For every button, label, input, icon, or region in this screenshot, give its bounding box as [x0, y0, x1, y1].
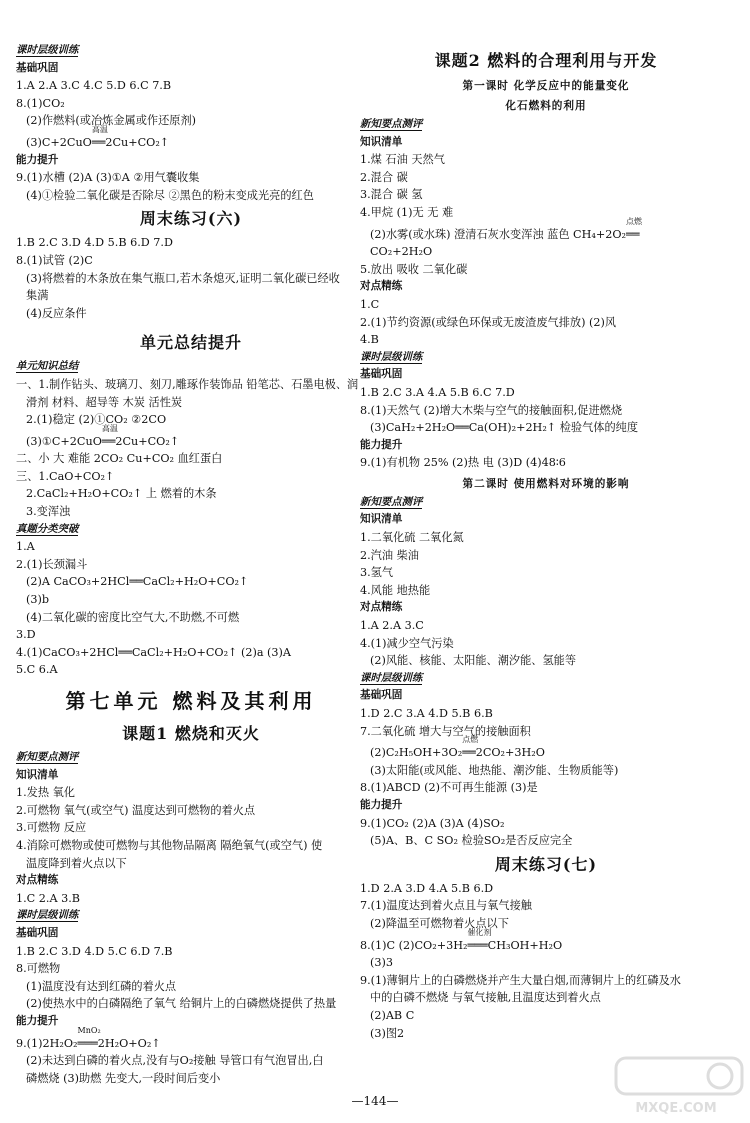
answer-line: 5.C 6.A [16, 663, 58, 677]
answer-line: (2)作燃料(或冶炼金属或作还原剂) [26, 114, 197, 128]
subsection-heading: 基础巩固 [16, 926, 59, 939]
answer-line: 4.(1)CaCO₃+2HCl══CaCl₂+H₂O+CO₂↑ (2)a (3)A [16, 645, 291, 659]
answer-line: 8.(1)天然气 (2)增大木柴与空气的接触面积,促进燃烧 [360, 403, 623, 417]
answer-line: 9.(1)有机物 25% (2)热 电 (3)D (4)48∶6 [360, 456, 566, 470]
answer-line: 4.风能 地热能 [360, 583, 431, 597]
answer-line: 8.(1)CO₂ [16, 96, 65, 110]
subsection-heading: 基础巩固 [360, 368, 403, 381]
answer-line: 4.甲烷 (1)无 无 难 [360, 205, 454, 219]
answer-line: 1.B 2.C 3.A 4.A 5.B 6.C 7.D [360, 385, 515, 399]
section-tag: 课时层级训练 [16, 909, 79, 922]
reaction-arrow: 高温 ══ [91, 124, 108, 149]
answer-line: 1.C [360, 297, 380, 311]
answer-line: 1.A [16, 540, 35, 554]
equation-line: 9.(1)2H₂O₂ MnO₂ ═══2H₂O+O₂↑ [16, 1035, 366, 1053]
answer-line: (5)A、B、C SO₂ 检验SO₂是否反应完全 [370, 834, 573, 848]
answer-line: 4.消除可燃物或使可燃物与其他物品隔离 隔绝氧气(或空气) 使 [16, 838, 323, 852]
section-title: 单元总结提升 [139, 333, 242, 353]
answer-line: 1.发热 氧化 [16, 786, 75, 800]
lesson-subtitle: 第二课时 使用燃料对环境的影响 [462, 477, 630, 490]
answer-line: 9.(1)水槽 (2)A (3)①A ②用气囊收集 [16, 171, 200, 185]
section-tag: 新知要点测评 [360, 118, 423, 130]
answer-line: 2.汽油 柴油 [360, 548, 419, 562]
answer-line: 8.(1)试管 (2)C [16, 253, 93, 267]
equation-line: 8.(1)C (2)CO₂+3H₂ 催化剂 ═══CH₃OH+H₂O [360, 937, 732, 955]
page-number: —144— [351, 1094, 399, 1108]
left-column [16, 42, 366, 1087]
answer-line: 3.可燃物 反应 [16, 821, 87, 835]
answer-line: (4)二氧化碳的密度比空气大,不助燃,不可燃 [26, 610, 240, 624]
answer-line: 二、小 大 难能 2CO₂ Cu+CO₂ 血红蛋白 [16, 452, 223, 466]
subsection-heading: 知识清单 [360, 135, 403, 148]
answer-line: (3)将燃着的木条放在集气瓶口,若木条熄灭,证明二氧化碳已经收 [26, 271, 340, 285]
answer-line: 7.二氧化硫 增大与空气的接触面积 [360, 724, 531, 738]
answer-line: CO₂+2H₂O [370, 245, 433, 259]
answer-line: 8.可燃物 [16, 962, 61, 976]
lesson-subtitle: 化石燃料的利用 [505, 100, 587, 112]
answer-line: (3)3 [370, 956, 393, 970]
answer-line: (2)A CaCO₃+2HCl══CaCl₂+H₂O+CO₂↑ [26, 575, 249, 589]
answer-line: 温度降到着火点以下 [26, 856, 127, 870]
subsection-heading: 基础巩固 [360, 689, 403, 702]
section-tag: 课时层级训练 [360, 671, 423, 684]
answer-line: 2.混合 碳 [360, 170, 408, 184]
answer-line: 1.D 2.A 3.D 4.A 5.B 6.D [360, 881, 494, 895]
answer-line: (2)使热水中的白磷隔绝了氧气 给铜片上的白磷燃烧提供了热量 [26, 997, 337, 1011]
right-column [360, 46, 732, 1042]
answer-line: 3.变浑浊 [26, 505, 71, 519]
answer-line: 集满 [26, 289, 49, 303]
answer-line: 3.混合 碳 氢 [360, 188, 423, 202]
section-tag: 新知要点测评 [16, 751, 79, 763]
svg-text:MXQE.COM: MXQE.COM [635, 1101, 717, 1116]
answer-line: 滑剂 材料、超导等 木炭 活性炭 [26, 395, 183, 409]
answer-line: (4)反应条件 [26, 306, 87, 320]
answer-line: 三、1.CaO+CO₂↑ [16, 469, 115, 483]
equation-line: (2)水雾(或水珠) 澄清石灰水变浑浊 蓝色 CH₄+2O₂ 点燃 ══ [360, 226, 732, 244]
answer-line: 一、1.制作钻头、玻璃刀、刻刀,雕琢作装饰品 铅笔芯、石墨电极、润 [16, 377, 359, 391]
answer-line: (3)b [26, 593, 50, 607]
answer-line: 5.放出 吸收 二氧化碳 [360, 262, 468, 276]
answer-line: 1.B 2.C 3.D 4.D 5.B 6.D 7.D [16, 236, 173, 250]
section-tag: 课时层级训练 [16, 44, 79, 56]
subsection-heading: 对点精练 [16, 874, 59, 887]
answer-line: (4)①检验二氧化碳是否除尽 ②黑色的粉末变成光亮的红色 [26, 188, 314, 202]
answer-line: (2)未达到白磷的着火点,没有与O₂接触 导管口有气泡冒出,白 [26, 1054, 324, 1068]
reaction-arrow: MnO₂ ═══ [77, 1025, 101, 1050]
answer-line: 4.B [360, 333, 379, 347]
answer-line: 1.A 2.A 3.C 4.C 5.D 6.C 7.B [16, 79, 172, 93]
section-tag: 真题分类突破 [16, 522, 79, 535]
reaction-arrow: 点燃 ══ [626, 216, 643, 241]
answer-line: 2.CaCl₂+H₂O+CO₂↑ 上 燃着的木条 [26, 487, 217, 501]
subsection-heading: 能力提升 [360, 798, 403, 811]
answer-line: 4.(1)减少空气污染 [360, 636, 454, 650]
subsection-heading: 对点精练 [360, 601, 403, 614]
equation-line: (2)C₂H₅OH+3O₂ 点燃 ══2CO₂+3H₂O [360, 744, 732, 762]
equation-line: (3)C+2CuO 高温 ══2Cu+CO₂↑ [16, 134, 366, 152]
section-tag: 新知要点测评 [360, 495, 423, 508]
answer-line: (3)太阳能(或风能、地热能、潮汐能、生物质能等) [370, 763, 619, 777]
answer-line: 7.(1)温度达到着火点且与氧气接触 [360, 899, 532, 913]
unit-title: 第七单元 燃料及其利用 [65, 689, 317, 713]
lesson-subtitle: 第一课时 化学反应中的能量变化 [462, 80, 630, 92]
subsection-heading: 知识清单 [360, 513, 403, 526]
answer-line: 1.煤 石油 天然气 [360, 153, 445, 167]
section-tag: 单元知识总结 [16, 360, 79, 373]
answer-line: 1.二氧化硫 二氧化氮 [360, 531, 464, 545]
answer-line: (3)CaH₂+2H₂O══Ca(OH)₂+2H₂↑ 检验气体的纯度 [370, 421, 639, 435]
answer-line: (2)AB C [370, 1008, 415, 1022]
answer-line: 1.D 2.C 3.A 4.D 5.B 6.B [360, 707, 493, 720]
answer-line: (3)图2 [370, 1026, 405, 1040]
answer-line: (2)降温至可燃物着火点以下 [370, 916, 509, 930]
section-title: 周末练习(七) [494, 854, 598, 874]
subsection-heading: 能力提升 [16, 1014, 59, 1027]
answer-line: 8.(1)ABCD (2)不可再生能源 (3)是 [360, 781, 538, 795]
answer-line: 3.D [16, 628, 36, 642]
answer-line: 1.A 2.A 3.C [360, 619, 424, 633]
subsection-heading: 知识清单 [16, 768, 59, 781]
lesson-title: 课题2 燃料的合理利用与开发 [434, 51, 658, 70]
reaction-arrow: 高温 ══ [101, 423, 118, 448]
answer-line: (2)风能、核能、太阳能、潮汐能、氢能等 [370, 654, 577, 668]
answer-line: 3.氢气 [360, 566, 394, 580]
section-title: 周末练习(六) [139, 209, 243, 229]
answer-line: 2.(1)节约资源(或绿色环保或无废渣废气排放) (2)风 [360, 315, 617, 329]
section-tag: 课时层级训练 [360, 350, 423, 363]
answer-line: 中的白磷不燃烧 与氧气接触,且温度达到着火点 [370, 991, 601, 1005]
lesson-title: 课题1 燃烧和灭火 [122, 724, 260, 743]
equation-line: (3)①C+2CuO 高温 ══2Cu+CO₂↑ [16, 433, 366, 451]
answer-line: 1.B 2.C 3.D 4.D 5.C 6.D 7.B [16, 944, 173, 958]
answer-line: (1)温度没有达到红磷的着火点 [26, 979, 177, 993]
reaction-arrow: 点燃 ══ [462, 735, 479, 760]
subsection-heading: 能力提升 [16, 153, 59, 166]
answer-line: 9.(1)CO₂ (2)A (3)A (4)SO₂ [360, 816, 505, 830]
answer-line: 1.C 2.A 3.B [16, 891, 80, 905]
reaction-arrow: 催化剂 ═══ [467, 927, 492, 952]
answer-line: 磷燃烧 (3)助燃 先变大,一段时间后变小 [26, 1071, 221, 1085]
answer-line: 2.(1)稳定 (2)①CO₂ ②2CO [26, 413, 167, 427]
answer-line: 9.(1)薄铜片上的白磷燃烧并产生大量白烟,而薄铜片上的红磷及水 [360, 973, 681, 987]
answer-line: 2.(1)长颈漏斗 [16, 557, 88, 571]
subsection-heading: 对点精练 [360, 280, 403, 293]
subsection-heading: 能力提升 [360, 438, 403, 451]
subsection-heading: 基础巩固 [16, 61, 59, 74]
watermark-logo [614, 1056, 744, 1116]
answer-line: 2.可燃物 氧气(或空气) 温度达到可燃物的着火点 [16, 803, 256, 817]
